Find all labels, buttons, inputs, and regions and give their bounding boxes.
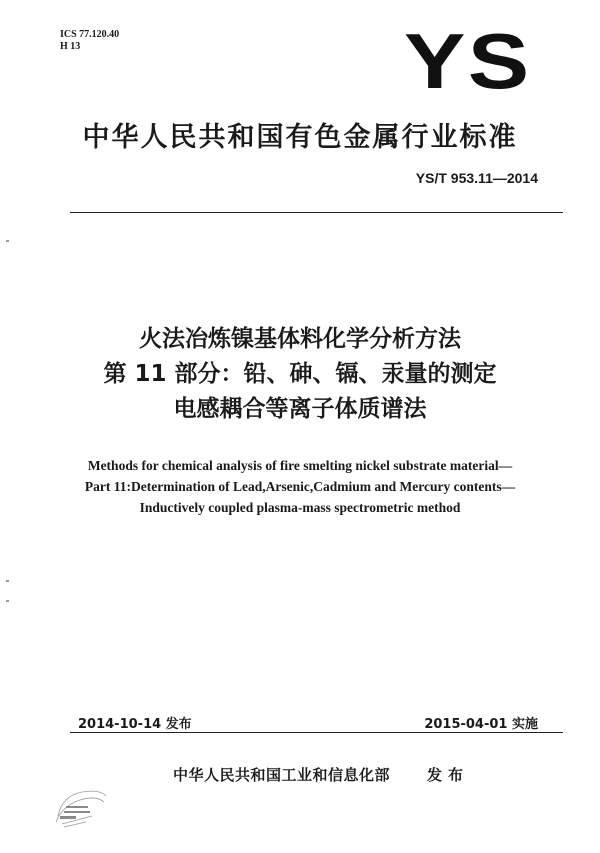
document-title-cn bbox=[0, 322, 600, 427]
title-en-line-3: Inductively coupled plasma-mass spectrometric method bbox=[139, 500, 461, 515]
margin-mark bbox=[6, 600, 9, 602]
margin-mark bbox=[6, 580, 9, 582]
top-divider bbox=[70, 212, 563, 213]
implement-date: 2015-04-01 实施 bbox=[424, 717, 538, 732]
margin-mark bbox=[6, 240, 9, 242]
publish-date: 2014-10-14 发布 bbox=[78, 717, 192, 732]
title-en-line-1: Methods for chemical analysis of fire smelting nickel substrate material— bbox=[87, 458, 513, 473]
title-cn-line-3: 电感耦合等离子体质谱法 bbox=[173, 396, 427, 422]
h-code: H 13 bbox=[60, 41, 81, 52]
ys-logo: YS bbox=[404, 17, 532, 105]
standard-number: YS/T 953.11—2014 bbox=[415, 170, 538, 186]
ics-code: ICS 77.120.40 bbox=[60, 29, 120, 40]
anti-counterfeit-stamp-icon bbox=[52, 786, 110, 830]
issuing-authority: 中华人民共和国工业和信息化部 bbox=[173, 766, 391, 784]
title-cn-line-1: 火法冶炼镍基体料化学分析方法 bbox=[139, 326, 461, 352]
document-title-en bbox=[0, 455, 600, 518]
industry-standard-title: 中华人民共和国有色金属行业标准 bbox=[82, 122, 518, 153]
title-en-line-2: Part 11:Determination of Lead,Arsenic,Cadmium and Mercury contents— bbox=[84, 479, 516, 494]
ics-classification bbox=[60, 29, 119, 53]
bottom-divider bbox=[70, 732, 563, 733]
issue-label: 发布 bbox=[427, 766, 470, 784]
title-cn-line-2: 第 11 部分：铅、砷、镉、汞量的测定 bbox=[103, 361, 497, 387]
